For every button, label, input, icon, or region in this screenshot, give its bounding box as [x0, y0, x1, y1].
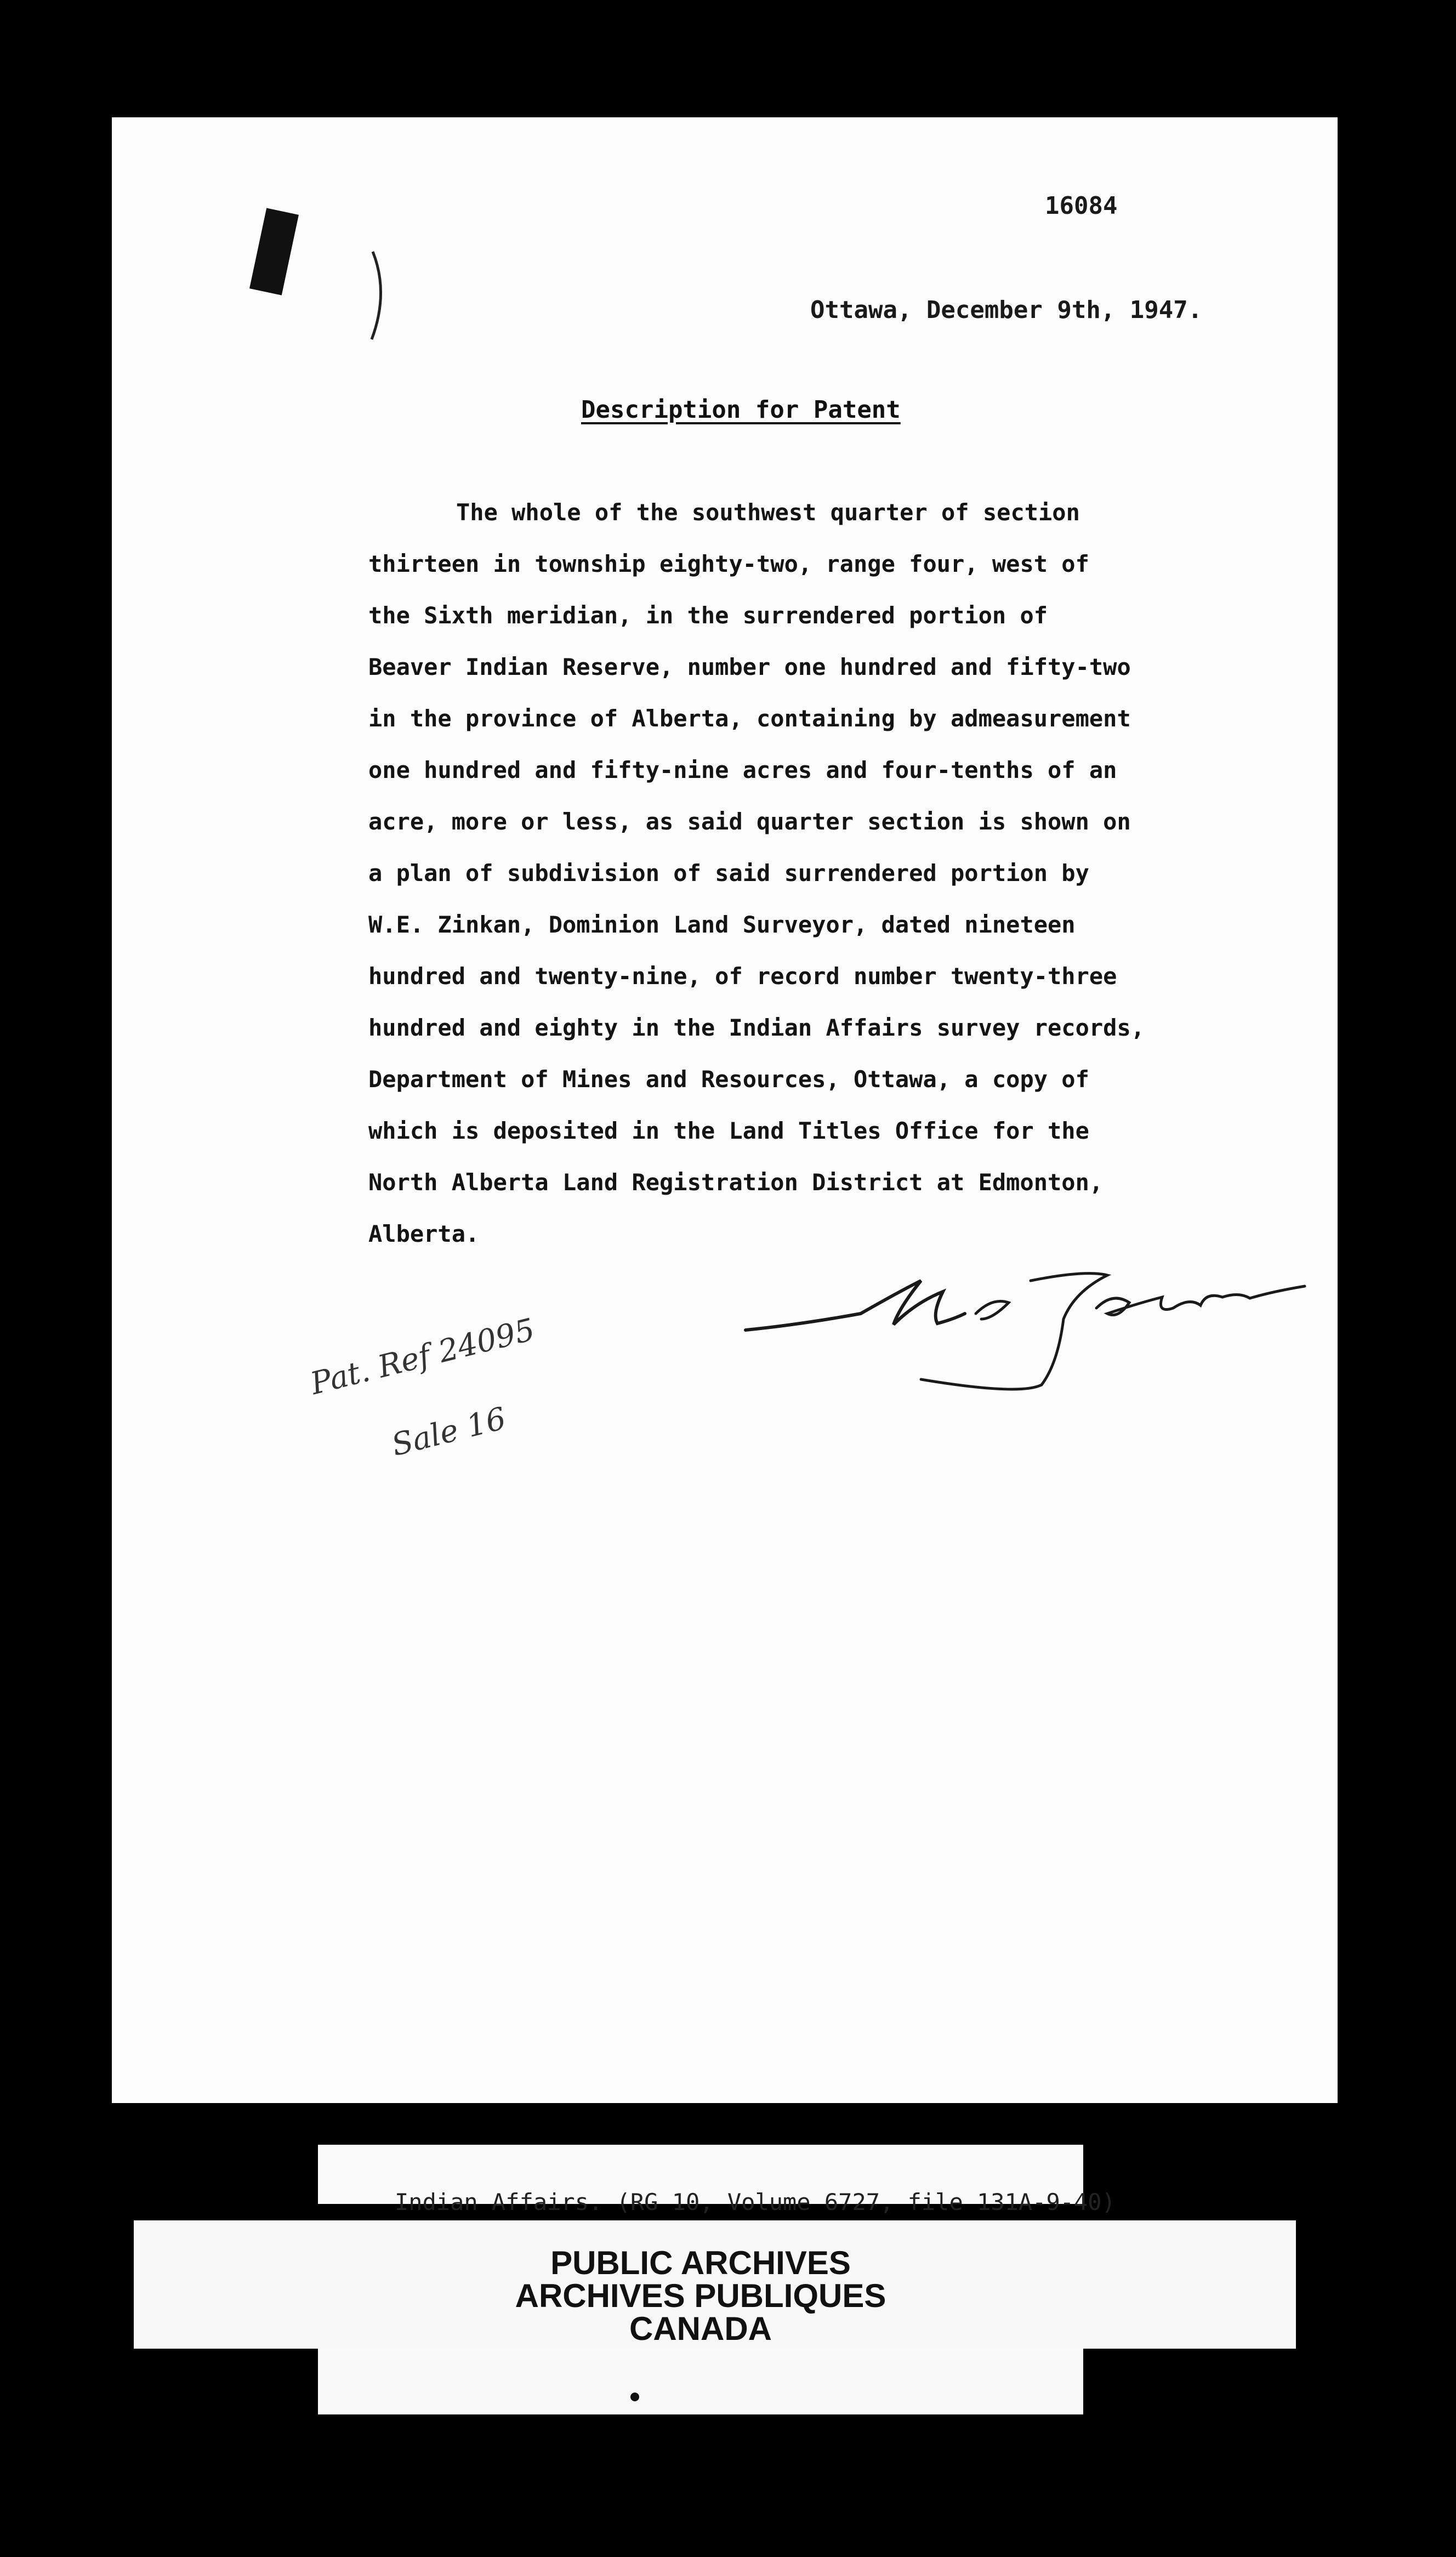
body-line: Department of Mines and Resources, Ottawa, a copy of	[368, 1066, 1089, 1093]
archive-stamp-lower	[318, 2349, 1083, 2414]
body-line: The whole of the southwest quarter of section	[456, 499, 1080, 526]
paren-mark	[367, 249, 395, 342]
body-line: acre, more or less, as said quarter section is shown on	[368, 808, 1131, 835]
dateline: Ottawa, December 9th, 1947.	[810, 296, 1203, 324]
body-line: one hundred and fifty-nine acres and four-tenths of an	[368, 757, 1117, 783]
stamp-line: CANADA	[629, 2310, 772, 2347]
body-line: hundred and twenty-nine, of record number twenty-three	[368, 963, 1117, 990]
stamp-dot	[630, 2393, 639, 2401]
body-line: W.E. Zinkan, Dominion Land Surveyor, dated nineteen	[368, 911, 1076, 938]
archive-reference: Indian Affairs. (RG 10, Volume 6727, file 131A-9-40)	[395, 2189, 1116, 2215]
body-line: thirteen in township eighty-two, range four, west of	[368, 550, 1089, 577]
body-line: a plan of subdivision of said surrendered portion by	[368, 860, 1089, 887]
document-number: 16084	[1045, 192, 1118, 220]
handwritten-note: Sale 16	[388, 1400, 510, 1464]
body-line: North Alberta Land Registration District at Edmonton,	[368, 1169, 1104, 1196]
stamp-line: ARCHIVES PUBLIQUES	[515, 2277, 886, 2314]
body-line: hundred and eighty in the Indian Affairs survey records,	[368, 1014, 1145, 1041]
document-heading: Description for Patent	[581, 396, 901, 424]
body-line: the Sixth meridian, in the surrendered portion of	[368, 602, 1048, 629]
body-line: in the province of Alberta, containing by admeasurement	[368, 705, 1131, 732]
stamp-line: PUBLIC ARCHIVES	[550, 2245, 851, 2281]
body-line: which is deposited in the Land Titles Office for the	[368, 1117, 1089, 1144]
signature	[735, 1259, 1316, 1412]
handwritten-note: Pat. Ref 24095	[307, 1311, 538, 1402]
body-line: Alberta.	[368, 1220, 480, 1247]
body-line: Beaver Indian Reserve, number one hundred and fifty-two	[368, 654, 1131, 680]
